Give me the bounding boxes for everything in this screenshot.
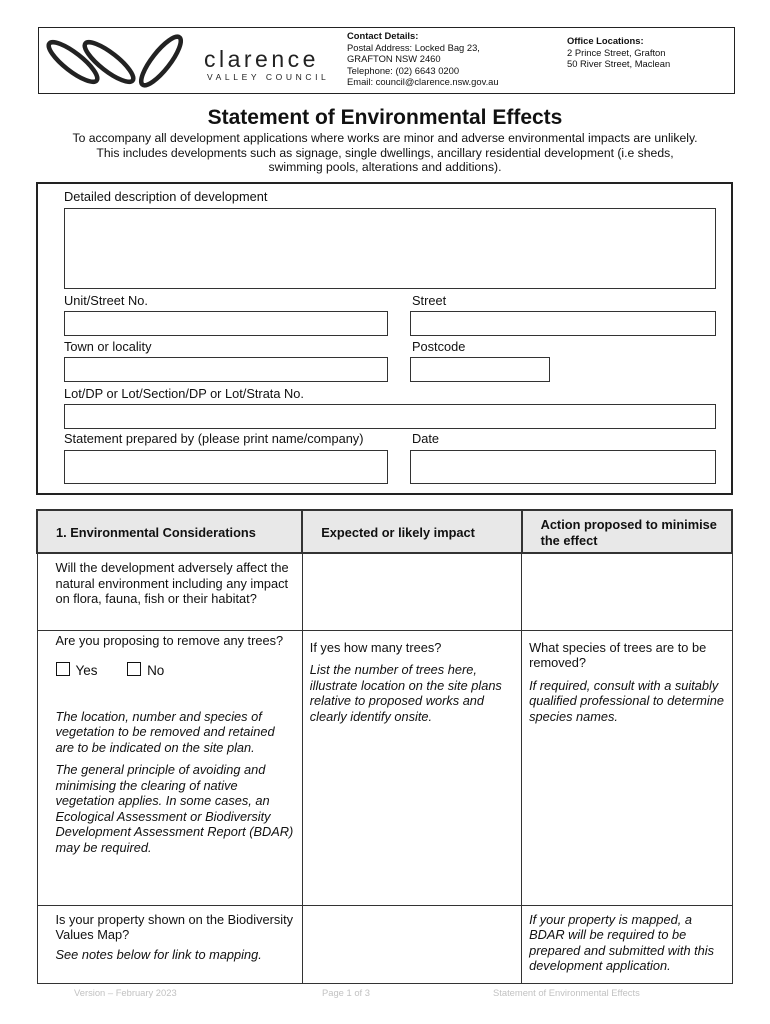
intro-text: To accompany all development applications where works are minor and adverse environmental impacts are unlikely. This includes developments such as signage, single dwellings, ancillary residential development (i.e sheds, swimming pools, alterations and additions). — [72, 131, 698, 174]
row1-action-cell[interactable] — [522, 553, 732, 630]
town-field[interactable] — [64, 357, 388, 382]
letterhead — [38, 27, 735, 94]
unit-label: Unit/Street No. — [64, 293, 148, 308]
description-label: Detailed description of development — [64, 189, 268, 204]
row2-question: Are you proposing to remove any trees? — [55, 632, 284, 648]
office-title: Office Locations: — [567, 35, 644, 46]
date-label: Date — [412, 431, 440, 446]
unit-field[interactable] — [64, 311, 388, 336]
row2-impact-note: List the number of trees here, illustrate location on the site plans relative to proposed works and clearly identify onsite. — [309, 662, 502, 724]
office-line: 50 River Street, Maclean — [567, 58, 671, 70]
row2-impact-cell[interactable] — [302, 630, 521, 905]
contact-line: Telephone: (02) 6643 0200 — [347, 64, 460, 76]
header-impact: Expected or likely impact — [302, 510, 521, 553]
table-row — [37, 630, 732, 905]
development-details-form — [36, 182, 733, 495]
row3-action-cell[interactable] — [522, 905, 732, 983]
office-locations — [567, 35, 670, 70]
contact-line: Postal Address: Locked Bag 23, — [347, 41, 480, 53]
row1-impact-cell[interactable] — [302, 553, 521, 630]
footer-page-number: Page 1 of 3 — [322, 987, 370, 998]
date-field[interactable] — [410, 450, 716, 484]
row2-action-cell[interactable] — [522, 630, 732, 905]
footer-version: Version – February 2023 — [74, 987, 177, 998]
contact-line: Email: council@clarence.nsw.gov.au — [347, 76, 499, 88]
contact-line: GRAFTON NSW 2460 — [347, 53, 441, 65]
lot-label: Lot/DP or Lot/Section/DP or Lot/Strata No. — [64, 386, 304, 401]
street-field[interactable] — [410, 311, 716, 336]
brand-subtitle: VALLEY COUNCIL — [207, 72, 330, 82]
postcode-field[interactable] — [410, 357, 550, 382]
row2-impact-question: If yes how many trees? — [309, 639, 442, 655]
contact-title: Contact Details: — [347, 30, 419, 41]
yes-label: Yes — [75, 663, 98, 678]
row3-note: See notes below for link to mapping. — [55, 946, 262, 962]
header-action: Action proposed to minimise the effect — [522, 510, 732, 553]
row1-question: Will the development adversely affect the natural environment including any impact on flora, fauna, fish or their habitat? — [37, 553, 302, 630]
yes-checkbox[interactable] — [56, 662, 70, 676]
environmental-considerations-table — [36, 509, 733, 984]
prepared-by-field[interactable] — [64, 450, 388, 484]
description-field[interactable] — [64, 208, 716, 289]
row2-action-note: If required, consult with a suitably qualified professional to determine species names. — [529, 677, 724, 724]
contact-details — [347, 30, 499, 88]
row2-action-question: What species of trees are to be removed? — [529, 639, 707, 670]
trees-options — [56, 662, 296, 679]
row3-impact-cell[interactable] — [302, 905, 521, 983]
table-header-row — [37, 510, 732, 553]
street-label: Street — [412, 293, 447, 308]
postcode-label: Postcode — [412, 339, 466, 354]
header-considerations: 1. Environmental Considerations — [37, 510, 302, 553]
office-line: 2 Prince Street, Grafton — [567, 46, 666, 58]
table-row — [37, 905, 732, 983]
brand-name: clarence — [204, 46, 319, 72]
table-row — [37, 553, 732, 630]
prepared-by-label: Statement prepared by (please print name/company) — [64, 431, 364, 446]
town-label: Town or locality — [64, 339, 152, 354]
no-checkbox[interactable] — [127, 662, 141, 676]
no-label: No — [147, 663, 165, 678]
row2-note-vegetation: The location, number and species of vegetation to be removed and retained are to be indicated on the site plan. — [55, 708, 275, 755]
row2-note-principle: The general principle of avoiding and minimising the clearing of native vegetation applies. In some cases, an Ecological Assessment or Biodiversity Development Assessment Report (BDAR) may be required. — [55, 762, 294, 855]
lot-field[interactable] — [64, 404, 716, 429]
document-title: Statement of Environmental Effects — [207, 106, 563, 129]
row3-action-note: If your property is mapped, a BDAR will be required to be prepared and submitted with this development application. — [529, 911, 715, 973]
footer-document-title: Statement of Environmental Effects — [493, 987, 640, 998]
row3-question: Is your property shown on the Biodiversity Values Map? — [55, 911, 294, 942]
